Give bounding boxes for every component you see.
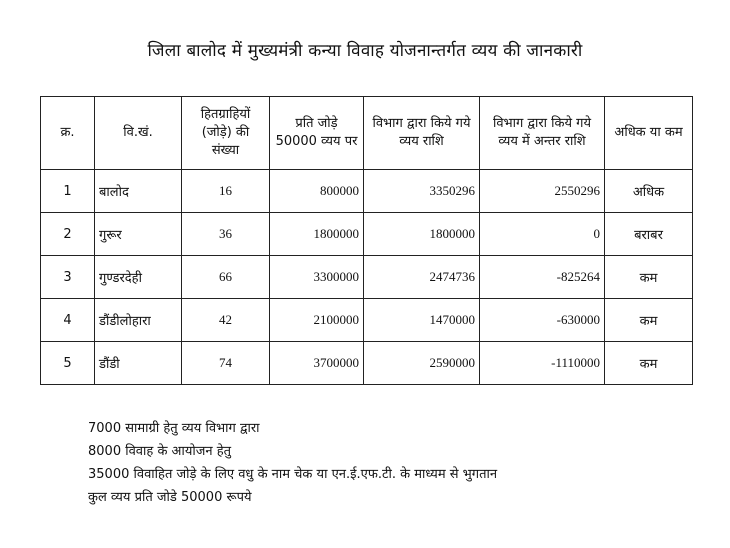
table-row bbox=[41, 170, 693, 213]
cell-couples: 42 bbox=[182, 299, 270, 342]
cell-couples: 74 bbox=[182, 342, 270, 385]
cell-status: कम bbox=[605, 256, 693, 299]
cell-serial: 3 bbox=[41, 256, 95, 299]
cell-per-couple: 3300000 bbox=[270, 256, 364, 299]
cell-block: बालोद bbox=[95, 170, 182, 213]
cell-block: गुरूर bbox=[95, 213, 182, 256]
cell-block: डौंडीलोहारा bbox=[95, 299, 182, 342]
cell-block: गुण्डरदेही bbox=[95, 256, 182, 299]
cell-couples: 36 bbox=[182, 213, 270, 256]
header-spent: विभाग द्वारा किये गये व्यय राशि bbox=[364, 97, 480, 170]
cell-couples: 66 bbox=[182, 256, 270, 299]
cell-status: कम bbox=[605, 342, 693, 385]
cell-spent: 2590000 bbox=[364, 342, 480, 385]
cell-spent: 1800000 bbox=[364, 213, 480, 256]
header-couples-count: हितग्राहियों (जोड़े) की संख्या bbox=[182, 97, 270, 170]
cell-per-couple: 800000 bbox=[270, 170, 364, 213]
cell-couples: 16 bbox=[182, 170, 270, 213]
cell-difference: 2550296 bbox=[480, 170, 605, 213]
header-serial: क्र. bbox=[41, 97, 95, 170]
header-per-couple: प्रति जोड़े 50000 व्यय पर bbox=[270, 97, 364, 170]
notes-section bbox=[88, 417, 497, 509]
note-ceremony: 8000 विवाह के आयोजन हेतु bbox=[88, 444, 232, 459]
note-total: कुल व्यय प्रति जोडे 50000 रूपये bbox=[88, 490, 252, 505]
cell-serial: 5 bbox=[41, 342, 95, 385]
table-row bbox=[41, 213, 693, 256]
cell-serial: 1 bbox=[41, 170, 95, 213]
cell-difference: -1110000 bbox=[480, 342, 605, 385]
table-header-row bbox=[41, 97, 693, 170]
header-block: वि.खं. bbox=[95, 97, 182, 170]
page-title: जिला बालोद में मुख्यमंत्री कन्या विवाह योजनान्तर्गत व्यय की जानकारी bbox=[147, 41, 583, 61]
cell-difference: -825264 bbox=[480, 256, 605, 299]
cell-status: बराबर bbox=[605, 213, 693, 256]
cell-block: डौंडी bbox=[95, 342, 182, 385]
header-difference: विभाग द्वारा किये गये व्यय में अन्तर राशि bbox=[480, 97, 605, 170]
cell-per-couple: 3700000 bbox=[270, 342, 364, 385]
cell-serial: 2 bbox=[41, 213, 95, 256]
cell-spent: 1470000 bbox=[364, 299, 480, 342]
cell-per-couple: 2100000 bbox=[270, 299, 364, 342]
table-row bbox=[41, 299, 693, 342]
note-bride-payment: 35000 विवाहित जोड़े के लिए वधु के नाम चेक या एन.ई.एफ.टी. के माध्यम से भुगतान bbox=[88, 467, 498, 482]
cell-difference: 0 bbox=[480, 213, 605, 256]
cell-status: कम bbox=[605, 299, 693, 342]
cell-spent: 2474736 bbox=[364, 256, 480, 299]
table-row bbox=[41, 256, 693, 299]
cell-status: अधिक bbox=[605, 170, 693, 213]
cell-per-couple: 1800000 bbox=[270, 213, 364, 256]
header-status: अधिक या कम bbox=[605, 97, 693, 170]
note-materials: 7000 सामाग्री हेतु व्यय विभाग द्वारा bbox=[88, 421, 260, 436]
cell-serial: 4 bbox=[41, 299, 95, 342]
cell-spent: 3350296 bbox=[364, 170, 480, 213]
expenditure-table bbox=[40, 96, 693, 385]
cell-difference: -630000 bbox=[480, 299, 605, 342]
table-row bbox=[41, 342, 693, 385]
